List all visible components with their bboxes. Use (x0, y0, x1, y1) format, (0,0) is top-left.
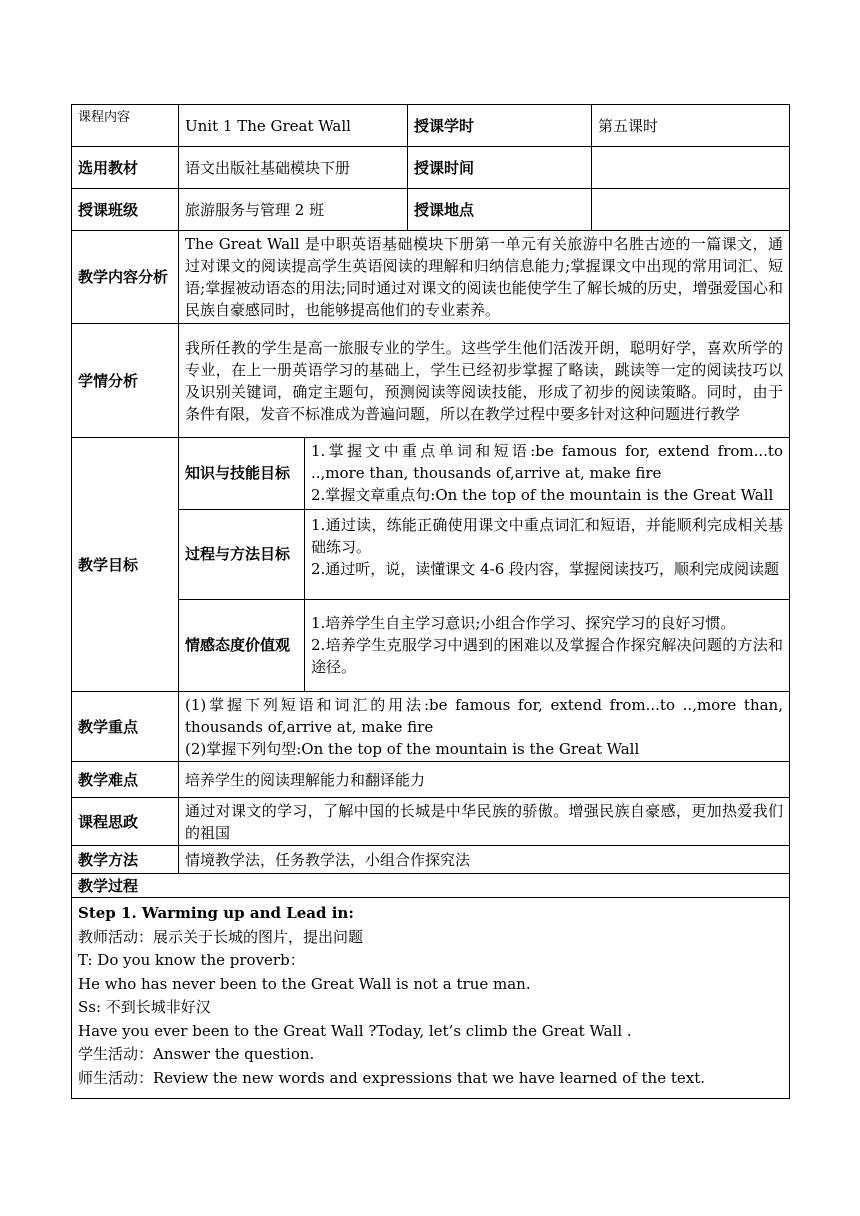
key-points-label: 教学重点 (72, 692, 179, 762)
objectives-label: 教学目标 (72, 438, 179, 692)
ideology-text: 通过对课文的学习，了解中国的长城是中华民族的骄傲。增强民族自豪感，更加热爱我们的祖国 (179, 798, 790, 846)
row-process-body (72, 898, 790, 1099)
row-objectives (72, 438, 790, 692)
methods-label: 教学方法 (72, 846, 179, 874)
teaching-hours-label: 授课学时 (408, 105, 592, 147)
class-value: 旅游服务与管理 2 班 (179, 189, 408, 231)
content-analysis-text: The Great Wall 是中职英语基础模块下册第一单元有关旅游中名胜古迹的一篇课文，通过对课文的阅读提高学生英语阅读的理解和归纳信息能力;掌握课文中出现的常用词汇、短语;掌握被动语态的用法;同时通过对课文的阅读也能使学生了解长城的历史，增强爱国心和民族自豪感同时，也能够提高他们的专业素养。 (179, 231, 790, 324)
lesson-plan-table (71, 104, 790, 1099)
knowledge-label: 知识与技能目标 (179, 438, 305, 509)
difficulties-label: 教学难点 (72, 762, 179, 798)
process-line: Ss: 不到长城非好汉 (78, 998, 211, 1016)
process-line: 教师活动：展示关于长城的图片，提出问题 (78, 927, 364, 946)
objective-process-row (179, 509, 789, 599)
knowledge-item-1: 1.掌握文中重点单词和短语:be famous for, extend from...to ..,more than, thousands of,arrive at, make fire (311, 442, 783, 483)
location-value (592, 189, 790, 231)
lesson-plan-sheet (71, 104, 789, 1099)
row-class (72, 189, 790, 231)
row-methods (72, 846, 790, 874)
methods-text: 情境教学法，任务教学法，小组合作探究法 (179, 846, 790, 874)
process-body (72, 898, 790, 1099)
process-line: 学生活动：Answer the question. (78, 1045, 315, 1063)
attitude-item-1: 1.培养学生自主学习意识;小组合作学习、探究学习的良好习惯。 (311, 614, 736, 633)
objective-knowledge-row (179, 438, 789, 509)
attitude-label: 情感态度价值观 (179, 599, 305, 691)
location-label: 授课地点 (408, 189, 592, 231)
row-content-analysis (72, 231, 790, 324)
process-line: T: Do you know the proverb： (78, 951, 305, 969)
process-item-1: 1.通过读，练能正确使用课文中重点词汇和短语，并能顺利完成相关基础练习。 (311, 515, 783, 556)
course-content-value: Unit 1 The Great Wall (179, 105, 408, 147)
attitude-item-2: 2.培养学生克服学习中遇到的困难以及掌握合作探究解决问题的方法和途径。 (311, 636, 783, 677)
process-line: 师生活动：Review the new words and expressions that we have learned of the text. (78, 1068, 705, 1087)
teaching-hours-value: 第五课时 (592, 105, 790, 147)
teaching-time-label: 授课时间 (408, 147, 592, 189)
process-line: Have you ever been to the Great Wall ?Today, let’s climb the Great Wall . (78, 1021, 632, 1040)
row-textbook (72, 147, 790, 189)
row-key-points (72, 692, 790, 762)
step-title: Step 1. Warming up and Lead in: (78, 904, 354, 922)
content-analysis-label: 教学内容分析 (72, 231, 179, 324)
process-line: He who has never been to the Great Wall is not a true man. (78, 974, 531, 993)
knowledge-text (305, 438, 790, 509)
row-difficulties (72, 762, 790, 798)
difficulties-text: 培养学生的阅读理解能力和翻译能力 (179, 762, 790, 798)
knowledge-item-2: 2.掌握文章重点句:On the top of the mountain is the Great Wall (311, 486, 774, 505)
textbook-label: 选用教材 (72, 147, 179, 189)
row-process-header (72, 874, 790, 898)
attitude-text (305, 599, 790, 691)
objective-attitude-row (179, 599, 789, 691)
process-item-2: 2.通过听，说，读懂课文 4-6 段内容，掌握阅读技巧，顺利完成阅读题 (311, 559, 780, 578)
teaching-time-value (592, 147, 790, 189)
objectives-cell (179, 438, 790, 692)
ideology-label: 课程思政 (72, 798, 179, 846)
student-analysis-text: 我所任教的学生是高一旅服专业的学生。这些学生他们活泼开朗，聪明好学，喜欢所学的专业，在上一册英语学习的基础上，学生已经初步掌握了略读，跳读等一定的阅读技巧以及识别关键词，确定主题句，预测阅读等阅读技能，形成了初步的阅读策略。同时，由于条件有限，发音不标准成为普遍问题，所以在教学过程中要多针对这种问题进行教学 (179, 324, 790, 438)
process-label: 教学过程 (72, 874, 790, 898)
row-ideology (72, 798, 790, 846)
row-student-analysis (72, 324, 790, 438)
row-course-content (72, 105, 790, 147)
textbook-value: 语文出版社基础模块下册 (179, 147, 408, 189)
process-method-label: 过程与方法目标 (179, 509, 305, 599)
key-points-text (179, 692, 790, 762)
class-label: 授课班级 (72, 189, 179, 231)
key-point-2: (2)掌握下列句型:On the top of the mountain is the Great Wall (185, 739, 640, 758)
key-point-1: (1)掌握下列短语和词汇的用法:be famous for, extend from...to ..,more than, thousands of,arrive at, make fire (185, 695, 783, 736)
objectives-subtable (179, 438, 789, 691)
student-analysis-label: 学情分析 (72, 324, 179, 438)
process-method-text (305, 509, 790, 599)
course-content-label: 课程内容 (72, 105, 179, 147)
